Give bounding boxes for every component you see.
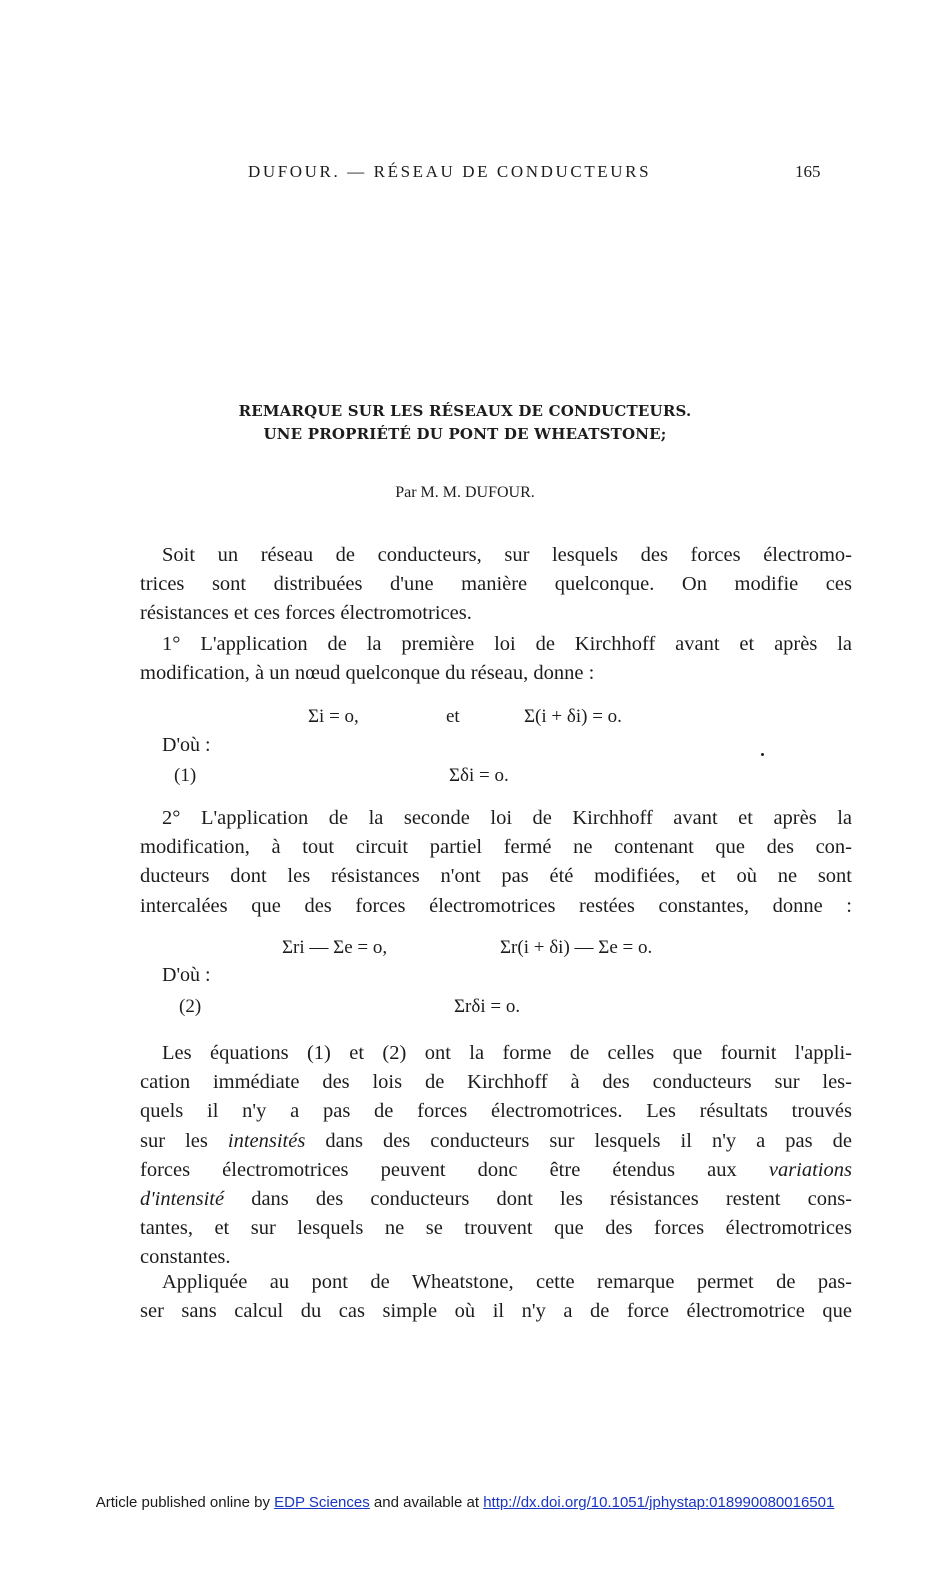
article-title-line-1: REMARQUE SUR LES RÉSEAUX DE CONDUCTEURS. [238,402,692,420]
equation-2: Σrδi = o. [454,996,521,1017]
equation-sum-r-i-delta: Σr(i + δi) — Σe = o. [500,937,653,958]
equation-number-1: (1) [174,765,197,786]
paragraph-1 [140,541,852,629]
text-line: sur les intensités dans des conducteurs sur lesquels il n'y a pas de [140,1129,852,1152]
dou-label: D'où : [162,734,211,756]
text-line: ducteurs dont les résistances n'ont pas été modifiées, et où ne sont [140,865,852,888]
edp-sciences-link[interactable]: EDP Sciences [274,1494,370,1511]
text-line: Les équations (1) et (2) ont la forme de celles que fournit l'appli- [162,1042,852,1064]
paragraph-2 [140,630,852,688]
equation-sum-i: Σi = o, [308,706,359,727]
article-title-line-2: UNE PROPRIÉTÉ DU PONT DE WHEATSTONE; [263,425,667,443]
equation-sum-ri: Σri — Σe = o, [282,937,388,958]
stray-dot [761,753,764,756]
text-line: cation immédiate des lois de Kirchhoff à des conducteurs sur les- [140,1071,852,1094]
equation-and: et [446,706,460,727]
text-line: trices sont distribuées d'une manière quelconque. On modifie ces [140,573,852,596]
equation-number-2: (2) [179,996,202,1017]
paragraph-5 [140,1268,852,1326]
text-line: Soit un réseau de conducteurs, sur lesquels des forces électromo- [162,544,852,566]
equation-1: Σδi = o. [449,765,509,786]
running-head: DUFOUR. — RÉSEAU DE CONDUCTEURS [248,162,652,181]
text-line: résistances et ces forces électromotrices. [140,602,472,625]
text-line: ser sans calcul du cas simple où il n'y a de force électromotrice que [140,1300,852,1323]
paragraph-4 [140,1039,852,1273]
text-line: intercalées que des forces électromotrices restées constantes, donne : [140,894,852,917]
text-line: modification, à un nœud quelconque du réseau, donne : [140,662,595,685]
text-line: modification, à tout circuit partiel fermé ne contenant que des con- [140,836,852,859]
text-line: 1° L'application de la première loi de Kirchhoff avant et après la [162,633,852,655]
byline: Par M. M. DUFOUR. [395,484,535,501]
dou-label: D'où : [162,964,211,986]
footer-prefix: Article published online by [95,1494,270,1511]
page-number: 165 [795,162,821,181]
text-line: d'intensité dans des conducteurs dont les résistances restent cons- [140,1188,852,1211]
doi-link[interactable]: http://dx.doi.org/10.1051/jphystap:018990080016501 [483,1494,835,1511]
footer-middle: and available at [373,1494,480,1511]
text-line: tantes, et sur lesquels ne se trouvent que des forces électromotrices [140,1217,852,1240]
publication-footer [0,1494,930,1511]
text-line: quels il n'y a pas de forces électromotrices. Les résultats trouvés [140,1100,852,1123]
paragraph-3 [140,804,852,921]
text-line: 2° L'application de la seconde loi de Kirchhoff avant et après la [162,807,852,829]
equation-sum-i-delta: Σ(i + δi) = o. [524,706,622,727]
text-line: constantes. [140,1246,231,1269]
text-line: Appliquée au pont de Wheatstone, cette remarque permet de pas- [162,1271,852,1293]
text-line: forces électromotrices peuvent donc être étendus aux variations [140,1158,852,1181]
